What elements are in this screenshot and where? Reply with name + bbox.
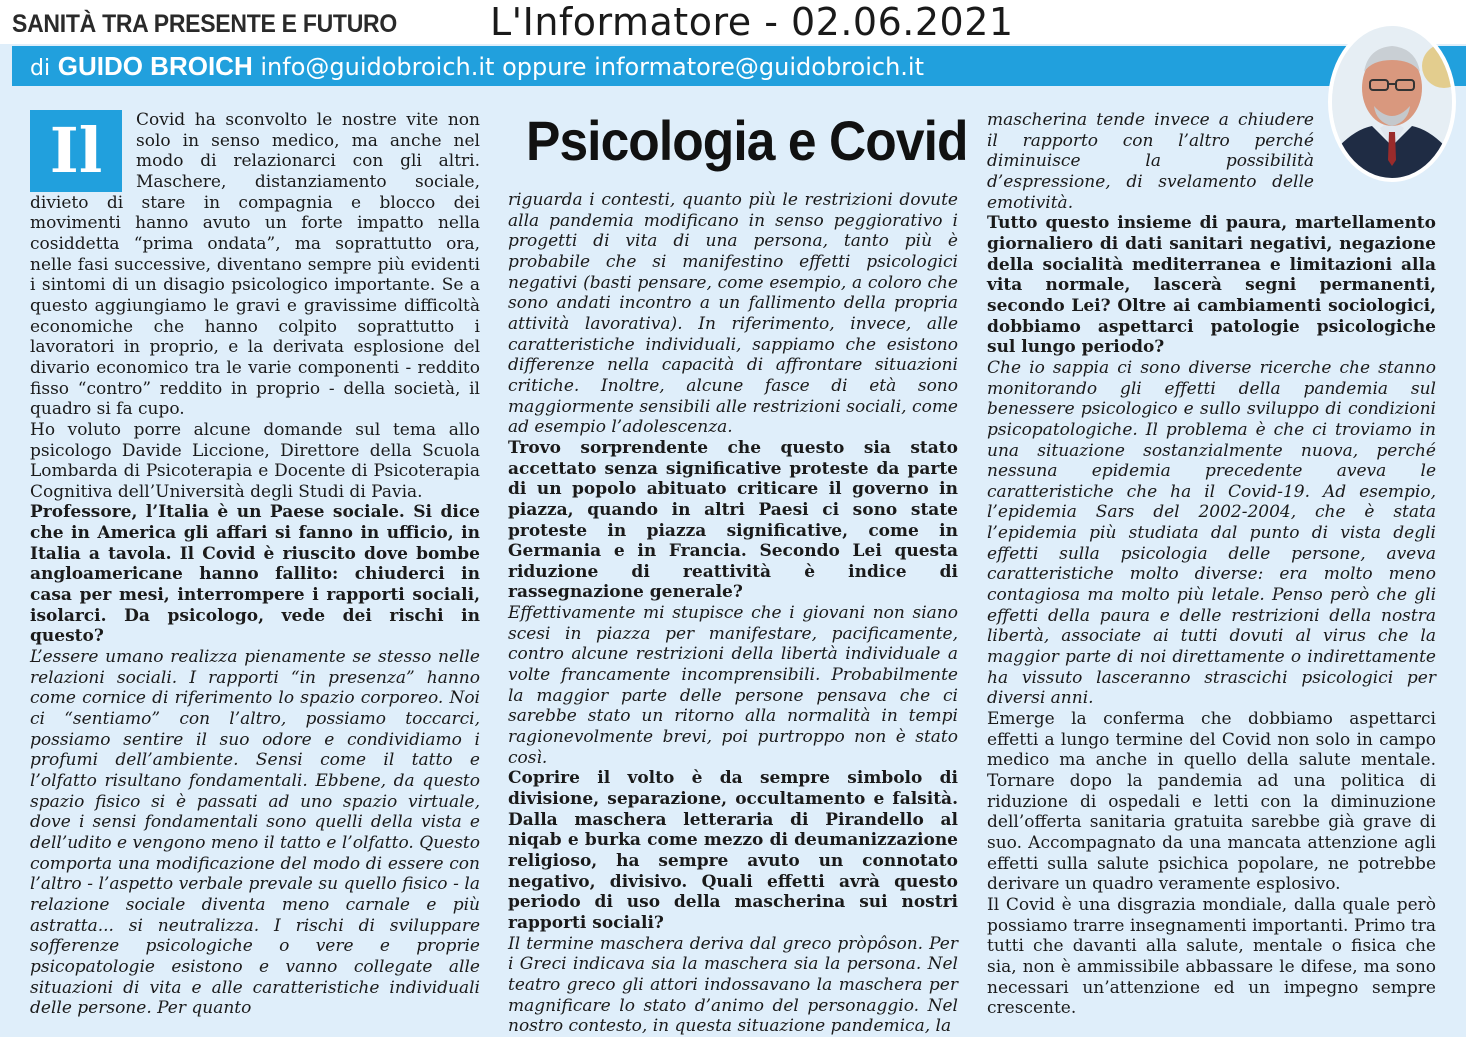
section-title: SANITÀ TRA PRESENTE E FUTURO bbox=[12, 10, 397, 38]
interview-answer: mascherina tende invece a chiudere il rapporto con l’altro perché diminuisce la possibilità d’espressione, di svelamento delle emotività. bbox=[987, 110, 1314, 213]
byline bbox=[30, 51, 924, 82]
interview-question: Coprire il volto è da sempre simbolo di divisione, separazione, occultamento e falsità. Dalla maschera letteraria di Pirandello al niqab e burka come mezzo di deumanizzazione religioso, ha sempre avuto un connotato negativo, divisivo. Quali effetti avrà questo periodo di uso della mascherina sui nostri rapporti sociali? bbox=[508, 768, 958, 933]
interview-answer: L’essere umano realizza pienamente se stesso nelle relazioni sociali. I rapporti “in presenza” hanno come cornice di riferimento lo spazio corporeo. Noi ci “sentiamo” con l’altro, possiamo toccarci, possiamo sentire il suo odore e condividiamo i profumi dell’ambiente. Sensi come il tatto e l’olfatto risultano fondamentali. Ebbene, da questo spazio fisico si è passati ad uno spazio virtuale, dove i sensi fondamentali sono quelli della vista e dell’udito e vengono meno il tatto e l’olfatto. Questo comporta una modificazione del modo di essere con l’altro - l’aspetto verbale prevale su quello fisico - la relazione sociale diventa meno carnale e più astratta... si neutralizza. I rischi di sviluppare sofferenze psicologiche o vere e proprie psicopatologie esistono e vanno collegate alle situazioni di vita e alle caratteristiche individuali delle persone. Per quanto bbox=[30, 647, 480, 1019]
paragraph: Il Covid è una disgrazia mondiale, dalla quale però possiamo trarre insegnamenti importanti. Primo tra tutti che davanti alla salute, mentale o fisica che sia, non è ammissibile abbassare le difese, ma sono necessari un’attenzione ed un impegno sempre crescente. bbox=[987, 894, 1436, 1019]
interview-answer: Il termine maschera deriva dal greco pròpôson. Per i Greci indicava sia la maschera sia la persona. Nel teatro greco gli attori indossavano la maschera per magnificare lo stato d’animo del personaggio. Nel nostro contesto, in questa situazione pandemica, la bbox=[508, 933, 958, 1037]
paragraph: Emerge la conferma che dobbiamo aspettarci effetti a lungo termine del Covid non solo in campo medico ma anche in quello della salute mentale. Tornare dopo la pandemia ad una politica di riduzione di ospedali e letti con la diminuzione dell’offerta sanitaria gratuita sarebbe già grave di suo. Accompagnato da una mancata attenzione agli effetti sulla salute psichica popolare, ne potrebbe derivare un quadro veramente esplosivo. bbox=[987, 709, 1436, 895]
masthead: L'Informatore - 02.06.2021 bbox=[490, 0, 1014, 44]
drop-cap: Il bbox=[30, 110, 122, 192]
interview-answer: Che io sappia ci sono diverse ricerche che stanno monitorando gli effetti della pandemia sul benessere psicologico e sullo sviluppo di condizioni psicopatologiche. Il problema è che ci troviamo in una situazione sostanzialmente nuova, perché nessuna epidemia precedente aveva le caratteristiche che ha il Covid-19. Ad esempio, l’epidemia Sars del 2002-2004, che è stata l’epidemia più studiata dal punto di vista degli effetti sulla psicologia delle persone, aveva caratteristiche molto diverse: era molto meno contagiosa ma molto più letale. Penso però che gli effetti della paura e delle restrizioni della nostra libertà, associate ai tutti dovuti al virus che la maggior parte di noi direttamente o indirettamente ha vissuto lasceranno strascichi psicologici per diversi anni. bbox=[987, 357, 1436, 709]
article-column-2 bbox=[508, 190, 958, 1037]
paragraph: Ho voluto porre alcune domande sul tema allo psicologo Davide Liccione, Direttore della Scuola Lombarda di Psicoterapia e Docente di Psicoterapia Cognitiva dell’Università degli Studi di Pavia. bbox=[30, 419, 480, 502]
interview-question: Trovo sorprendente che questo sia stato accettato senza significative proteste da parte di un popolo abituato criticare il governo in piazza, quando in altri Paesi ci sono state proteste in piazza significative, come in Germania e in Francia. Secondo Lei questa riduzione di reattività è indice di rassegnazione generale? bbox=[508, 437, 958, 603]
paragraph: Covid ha sconvolto le nostre vite non solo in senso medico, ma anche nel modo di relazionarci con gli altri. Maschere, distanziamento sociale, divieto di stare in compagnia e blocco dei movimenti hanno avuto un forte impatto nella cosiddetta “prima ondata”, ma soprattutto ora, nelle fasi successive, diventano sempre più evidenti i sintomi di un disagio psicologico importante. Se a questo aggiungiamo le gravi e gravissime difficoltà economiche che hanno colpito soprattutto i lavoratori in proprio, e la derivata esplosione del divario economico tra le varie componenti - reddito fisso “contro” reddito in proprio - della società, il quadro si fa cupo. bbox=[30, 110, 480, 420]
interview-answer: riguarda i contesti, quanto più le restrizioni dovute alla pandemia modificano in senso peggiorativo i progetti di vita di una persona, tanto più è probabile che si manifestino effetti psicologici negativi (basti pensare, come esempio, a coloro che sono andati incontro a un fallimento della propria attività lavorativa). In riferimento, invece, alle caratteristiche individuali, sappiamo che esistono differenze nella capacità di affrontare situazioni critiche. Inoltre, alcune fasce di età sono maggiormente sensibili alle restrizioni sociali, come ad esempio l’adolescenza. bbox=[508, 190, 958, 438]
author-name: GUIDO BROICH bbox=[57, 51, 253, 81]
interview-question: Tutto questo insieme di paura, martellamento giornaliero di dati sanitari negativi, negazione della socialità mediterranea e limitazioni alla vita normale, lascerà segni permanenti, secondo Lei? Oltre ai cambiamenti sociologici, dobbiamo aspettarci patologie psicologiche sul lungo periodo? bbox=[987, 213, 1436, 358]
interview-answer: Effettivamente mi stupisce che i giovani non siano scesi in piazza per manifestare, pacificamente, contro alcune restrizioni della libertà individuale a volte francamente incomprensibili. Probabilmente la maggior parte delle persone pensava che ci sarebbe stato un ritorno alla normalità in tempi ragionevolmente brevi, poi purtroppo non è stato così. bbox=[508, 603, 958, 768]
byline-prefix: di bbox=[30, 56, 51, 81]
article-column-3 bbox=[987, 110, 1436, 1019]
interview-question: Professore, l’Italia è un Paese sociale. Si dice che in America gli affari si fanno in ufficio, in Italia a tavola. Il Covid è riuscito dove bombe angloamericane hanno fallito: chiuderci in casa per mesi, interrompere i rapporti sociali, isolarci. Da psicologo, vede dei rischi in questo? bbox=[30, 502, 480, 647]
article-title: Psicologia e Covid bbox=[526, 109, 968, 172]
photo-spacer bbox=[1322, 110, 1442, 182]
article-column-1 bbox=[30, 110, 480, 1019]
author-contacts[interactable]: info@guidobroich.it oppure informatore@guidobroich.it bbox=[260, 53, 924, 81]
